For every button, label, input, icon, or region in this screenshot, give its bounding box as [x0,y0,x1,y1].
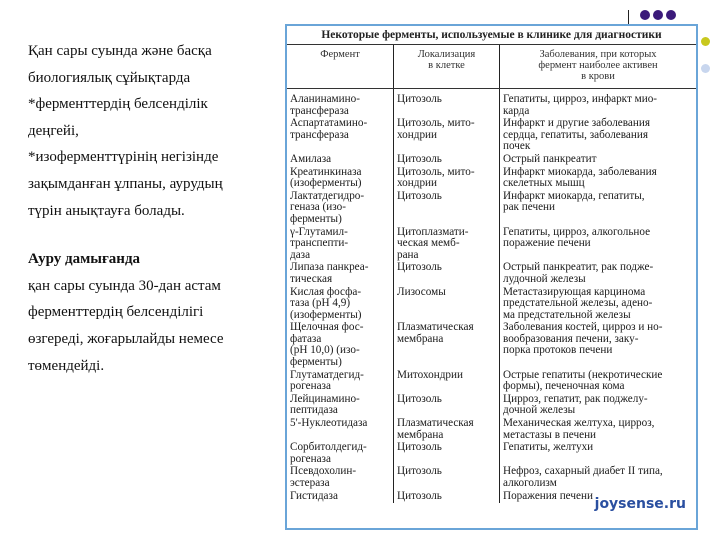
localization-cell: Цитозоль [394,89,500,119]
table-row [287,154,696,167]
table-header-row [287,45,696,89]
yellow-dot-icon [701,37,710,46]
text-line: *ферменттердің белсенділік [28,96,208,113]
header-diseases: Заболевания, при которых фермент наиболее активен в крови [500,45,697,89]
table-row [287,227,696,263]
text-line: Қан сары суында және басқа [28,43,212,59]
enzyme-cell: 5'-Нуклеотидаза [287,418,394,442]
diseases-cell: Острые гепатиты (некротические формы), печеночная кома [503,368,663,393]
localization-cell: Цитозоль [394,394,500,418]
enzyme-table [287,45,696,503]
enzyme-cell: Креатинкиназа (изоферменты) [287,167,394,191]
enzyme-cell: Липаза панкреа- тическая [287,262,394,286]
diseases-cell: Гепатиты, желтухи [503,441,594,454]
localization-cell: Цитозоль, мито- хондрии [394,118,500,154]
table-row [287,262,696,286]
enzyme-cell: Аспартатамино- трансфераза [287,118,394,154]
localization-cell: Цитозоль [394,491,500,504]
diseases-cell: Нефроз, сахарный диабет II типа, алкоголизм [503,465,663,489]
localization-cell: Цитозоль [394,442,500,466]
diseases-cell: Острый панкреатит [503,152,597,165]
diseases-cell: Острый панкреатит, рак подже- лудочной железы [503,261,654,285]
table-row [287,442,696,466]
enzyme-cell: Лактатдегидро- геназа (изо- ферменты) [287,191,394,227]
table-row [287,466,696,490]
localization-cell: Цитозоль [394,262,500,286]
localization-cell: Лизосомы [394,287,500,323]
enzyme-cell: Амилаза [287,154,394,167]
text-line: деңгейі, [28,122,79,139]
text-line: өзгереді, жоғарылайды немесе [28,330,224,347]
slide-text [28,38,283,379]
blue-dot-icon [701,64,710,73]
header-localization: Локализация в клетке [394,45,500,89]
enzyme-cell: Лейцинамино- пептидаза [287,394,394,418]
header-enzyme: Фермент [287,45,394,89]
diseases-cell: Заболевания костей, цирроз и но- вообразования печени, заку- порка протоков печени [503,321,663,357]
diseases-cell: Гепатиты, цирроз, инфаркт мио- карда [503,93,658,117]
diseases-cell: Инфаркт и другие заболевания сердца, гепатиты, заболевания почек [503,117,650,153]
purple-dot-icon [666,10,676,20]
enzyme-cell: Кислая фосфа- таза (рН 4,9) (изоферменты) [287,287,394,323]
localization-cell: Цитоплазмати- ческая мемб- рана [394,227,500,263]
table-row [287,418,696,442]
diseases-cell: Инфаркт миокарда, заболевания скелетных мышц [503,165,657,190]
enzyme-cell: γ-Глутамил- транспепти- даза [287,227,394,263]
text-line: ферменттердің белсенділігі [28,304,204,321]
localization-cell: Плазматическая мембрана [394,322,500,369]
diseases-cell: Поражения печени [503,489,593,502]
enzyme-table-image [285,24,698,530]
diseases-cell: Инфаркт миокарда, гепатиты, рак печени [503,189,645,214]
diseases-cell: Гепатиты, цирроз, алкогольное поражение печени [503,225,651,250]
enzyme-cell: Сорбитолдегид- рогеназа [287,442,394,466]
table-row [287,167,696,191]
table-row [287,89,696,119]
section-heading: Ауру дамығанда [28,251,141,268]
table-row [287,118,696,154]
table-row [287,370,696,394]
text-line: биологиялық сұйықтарда [28,69,191,86]
enzyme-cell: Глутаматдегид- рогеназа [287,370,394,394]
watermark: joysense.ru [594,496,686,512]
diseases-cell: Метастазирующая карцинома предстательной железы, адено- ма предстательной железы [503,285,653,321]
text-line: *изоферменттүрінің негізінде [28,149,219,166]
enzyme-cell: Гистидаза [287,491,394,504]
table-row [287,394,696,418]
localization-cell: Цитозоль [394,191,500,227]
table-row [287,322,696,369]
localization-cell: Цитозоль, мито- хондрии [394,167,500,191]
table-row [287,287,696,323]
text-line: қан сары суында 30-дан астам [28,277,221,294]
localization-cell: Цитозоль [394,466,500,490]
purple-dot-icon [653,10,663,20]
diseases-cell: Цирроз, гепатит, рак поджелу- дочной железы [503,392,648,417]
text-line: зақымданған ұлпаны, аурудың [28,175,223,192]
enzyme-cell: Щелочная фос- фатаза (рН 10,0) (изо- ферменты) [287,322,394,369]
table-row [287,191,696,227]
purple-dot-icon [640,10,650,20]
enzyme-cell: Псевдохолин- эстераза [287,466,394,490]
localization-cell: Плазматическая мембрана [394,418,500,442]
text-line: түрін анықтауға болады. [28,202,185,219]
diseases-cell: Механическая желтуха, цирроз, метастазы в печени [503,417,655,441]
table-title: Некоторые ферменты, используемые в клинике для диагностики [287,26,696,45]
text-line: төмендейді. [28,357,105,374]
enzyme-cell: Аланинамино- трансфераза [287,89,394,119]
localization-cell: Митохондрии [394,370,500,394]
localization-cell: Цитозоль [394,154,500,167]
